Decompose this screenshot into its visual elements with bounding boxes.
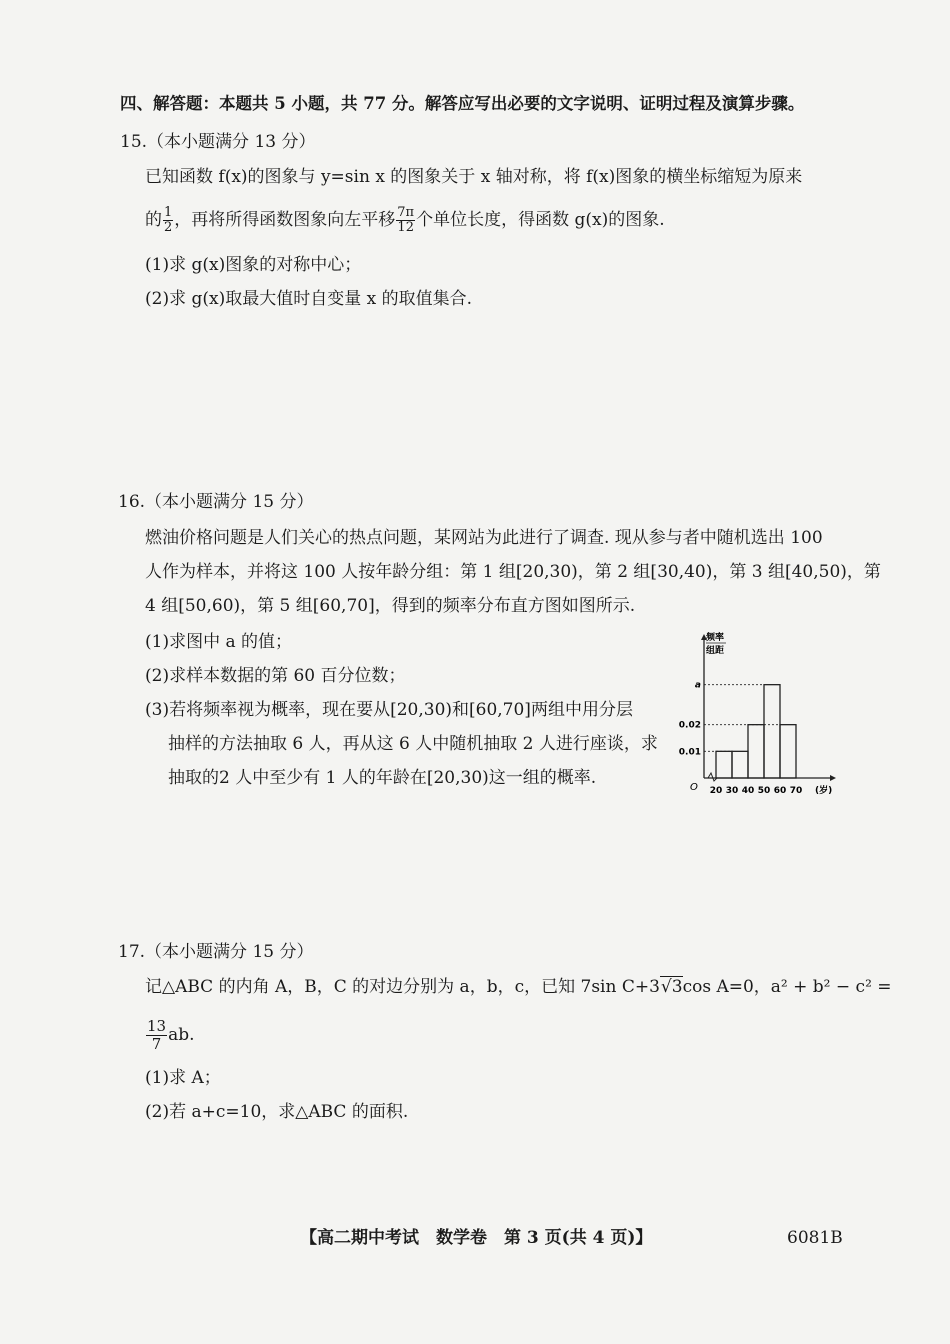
q17-line2-post: ab. [168,1025,195,1045]
y-tick-label: 0.02 [678,720,701,731]
q17-part1: (1)求 A； [145,1068,221,1088]
q15-line2-post: 个单位长度，得函数 g(x)的图象. [416,210,665,230]
q15-part1: (1)求 g(x)图象的对称中心； [145,255,362,275]
x-tick-label: 20 [709,786,723,796]
histogram-bar [732,751,748,778]
q17-part2: (2)若 a+c=10，求△ABC 的面积. [145,1102,409,1122]
sqrt-three: √3 [660,977,683,997]
histogram-bar [716,751,732,778]
q17-header: 17.（本小题满分 15 分） [118,942,314,962]
y-tick-label: 0.01 [678,747,701,758]
q17-line1 [145,975,892,999]
q17-line1-pre: 记△ABC 的内角 A，B，C 的对边分别为 a，b，c，已知 7sin C+3 [145,977,660,997]
histogram-bar [748,725,764,778]
histogram-bar [764,685,780,778]
q16-part1: (1)求图中 a 的值； [145,632,293,652]
footer-title: 【高二期中考试 数学卷 第 3 页(共 4 页)】 [300,1228,653,1248]
q16-part3-line2: 抽样的方法抽取 6 人，再从这 6 人中随机抽取 2 人进行座谈，求 [168,734,658,754]
x-axis-label: (岁) [815,786,833,796]
y-tick-label: a [694,680,701,691]
q16-part3-line3: 抽取的2 人中至少有 1 人的年龄在[20,30)这一组的概率. [168,768,597,788]
q15-header: 15.（本小题满分 13 分） [120,132,316,152]
q16-line3: 4 组[50,60)，第 5 组[60,70]，得到的频率分布直方图如图所示. [145,596,636,616]
q15-line2-pre: 的 [145,210,162,230]
x-tick-label: 60 [773,786,787,796]
fraction-7pi-12: $\frac{7\pi}{12}$ [397,205,415,235]
q15-line2 [145,206,665,235]
histogram-bar [780,725,796,778]
q16-line2: 人作为样本，并将这 100 人按年龄分组：第 1 组[20,30)，第 2 组[30,40)，第 3 组[40,50)，第 [145,562,881,582]
frequency-histogram [672,628,842,808]
q17-line2 [145,1018,195,1053]
x-tick-label: 30 [725,786,739,796]
x-tick-label: 70 [789,786,803,796]
q16-part3-line1: (3)若将频率视为概率，现在要从[20,30)和[60,70]两组中用分层 [145,700,633,720]
x-axis-arrow [830,775,836,781]
q17-line1-post: cos A=0，a² + b² − c² = [682,977,892,997]
x-tick-label: 40 [741,786,755,796]
q16-line1: 燃油价格问题是人们关心的热点问题，某网站为此进行了调查. 现从参与者中随机选出 100 [145,528,823,548]
y-axis-label-bottom: 组距 [706,646,725,656]
q16-part2: (2)求样本数据的第 60 百分位数； [145,666,406,686]
x-tick-label: 50 [757,786,771,796]
q15-line2-mid: ，再将所得函数图象向左平移 [174,210,396,230]
fraction-one-half: $\frac{1}{2}$ [164,205,173,235]
q15-line1: 已知函数 f(x)的图象与 y=sin x 的图象关于 x 轴对称，将 f(x)图象的横坐标缩短为原来 [145,167,803,187]
q15-part2: (2)求 g(x)取最大值时自变量 x 的取值集合. [145,289,473,309]
footer-code: 6081B [787,1228,843,1248]
section-heading: 四、解答题：本题共 5 小题，共 77 分。解答应写出必要的文字说明、证明过程及演算步骤。 [120,94,805,113]
q16-header: 16.（本小题满分 15 分） [118,492,314,512]
origin-label: O [690,782,698,793]
fraction-13-7: $\frac{13}{7}$ [147,1017,167,1053]
y-axis-label-top: 频率 [706,633,725,643]
